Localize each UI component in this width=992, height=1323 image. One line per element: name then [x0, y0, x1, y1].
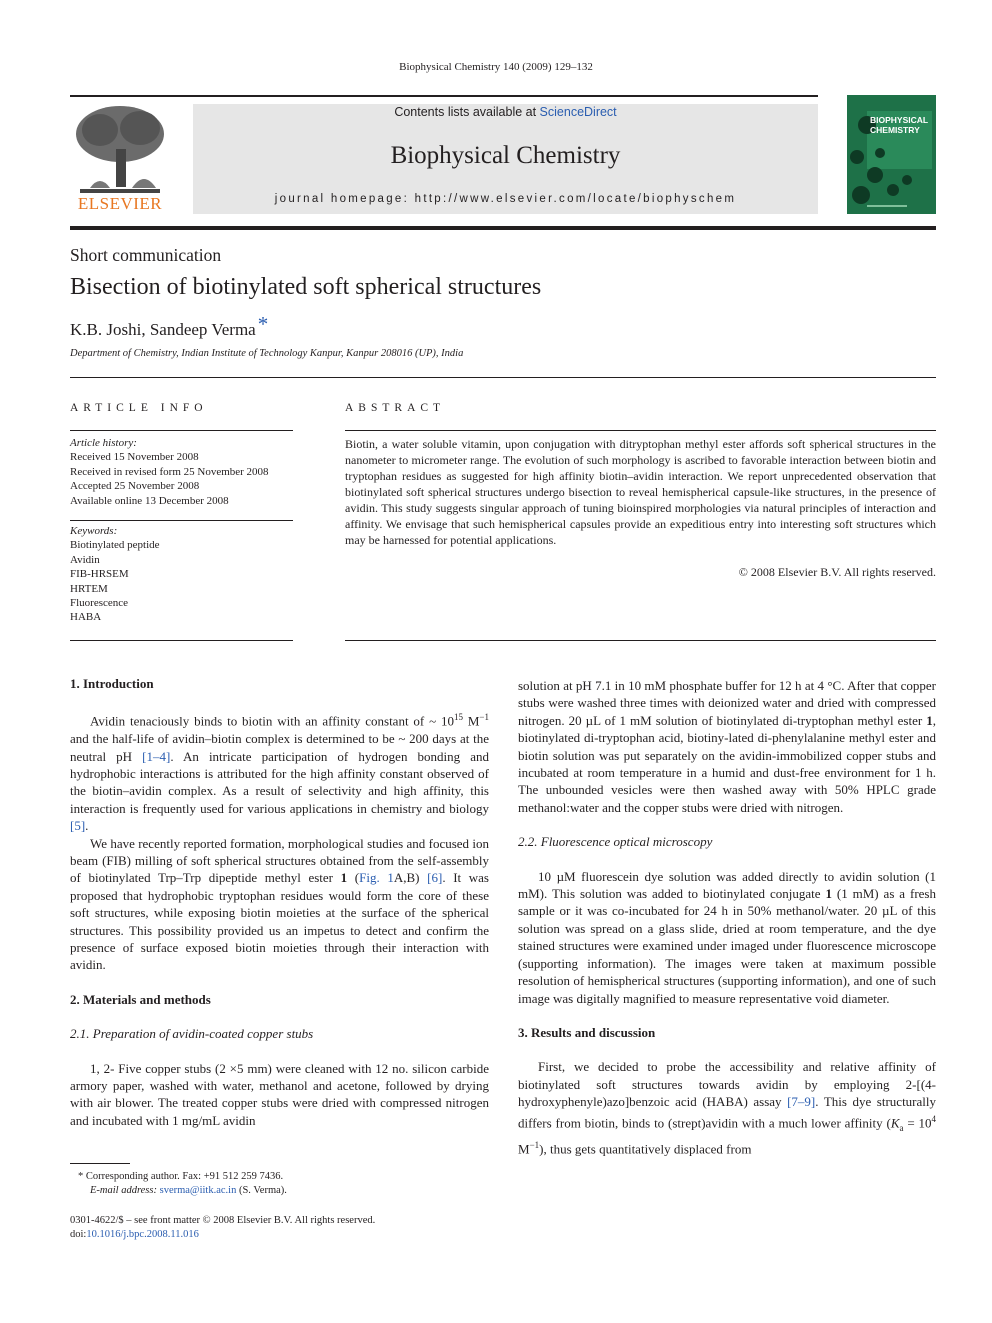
citation-link[interactable]: [5]	[70, 818, 86, 834]
left-column	[70, 675, 489, 1129]
subsection-heading: 2.1. Preparation of avidin-coated copper stubs	[70, 1026, 314, 1042]
email-link[interactable]: sverma@iitk.ac.in	[159, 1185, 237, 1197]
footnote-mark: *	[78, 1171, 84, 1182]
divider	[70, 520, 293, 521]
figure-link[interactable]: Fig. 1	[359, 870, 394, 886]
footnote: * Corresponding author. Fax: +91 512 259 7436. E-mail address: sverma@iitk.ac.in (S. Verma).	[78, 1171, 287, 1197]
section-heading-results: 3. Results and discussion	[518, 1024, 656, 1040]
doi-label: doi:	[70, 1229, 87, 1241]
divider	[345, 640, 936, 641]
publisher-logo[interactable]	[70, 104, 170, 214]
paragraph-methods-2: 10 µM fluorescein dye solution was added directly to avidin solution (1 mM). This solution was added to biotinylated conjugate 1 (1 mM) as a fresh sample or it was co-incubated for 24 h in 50% methanol/water. 20 µL of this solution was spread on a glass slide, dried at room temperature, and the dye stained structures were examined under imaged under fluorescence microscope (supporting information). The images were taken at maximum possible resolution of hemispherical structures (supporting information), and one of such image was digitally magnified to measure representative void diameter.	[518, 868, 936, 1006]
sciencedirect-link[interactable]: ScienceDirect	[539, 105, 617, 119]
contents-prefix: Contents lists available at	[394, 105, 540, 119]
history-item: Received 15 November 2008	[70, 451, 199, 464]
history-item: Available online 13 December 2008	[70, 494, 229, 507]
section-heading-introduction: 1. Introduction	[70, 676, 154, 691]
journal-name: Biophysical Chemistry	[390, 142, 621, 169]
front-matter-note: 0301-4622/$ – see front matter © 2008 Elsevier B.V. All rights reserved.	[70, 1215, 376, 1226]
divider	[70, 640, 293, 641]
paragraph-methods-1: 1, 2- Five copper stubs (2 ×5 mm) were cleaned with 12 no. silicon carbide armory paper, washed with water, methanol and acetone, followed by drying with air blower. The treated copper stubs were dried with compressed nitrogen and incubated with 1 mg/mL avidin	[70, 1060, 489, 1128]
footnote-rule	[70, 1163, 130, 1164]
history-item: Received in revised form 25 November 2008	[70, 465, 269, 478]
header-top-rule	[70, 95, 818, 97]
author-list	[70, 312, 269, 341]
journal-cover-thumbnail[interactable]	[847, 95, 936, 214]
right-column	[518, 677, 936, 1158]
citation-link[interactable]: [1–4]	[142, 748, 171, 764]
homepage-prefix: journal homepage:	[274, 193, 415, 205]
paragraph-methods-1-continued: solution at pH 7.1 in 10 mM phosphate buffer for 12 h at 4 °C. After that copper stubs were washed three times with deionized water and dried with compressed nitrogen. 20 µL of 1 mM solution of biotinylated di-tryptophan methyl ester 1, biotinylated di-tryptophan acid, biotiny-lated di-phenylalanine methyl ester and biotin solution was put separately on the avidin-immobilized copper stubs and incubated at room temperature in a humid and dust-free environment for 1 h. The unbounded vesicles were then washed away with 50% HPLC grade methanol:water and the copper stubs were dried with nitrogen.	[518, 678, 936, 815]
keywords-list	[70, 524, 300, 625]
email-label: E-mail address:	[90, 1185, 160, 1197]
subsection-heading: 2.2. Fluorescence optical microscopy	[518, 834, 713, 850]
section-heading-methods: 2. Materials and methods	[70, 991, 211, 1007]
citation-link[interactable]: [6]	[427, 870, 443, 886]
article-title: Bisection of biotinylated soft spherical structures	[70, 274, 542, 300]
contents-line	[193, 105, 818, 119]
keyword-item: Avidin	[70, 553, 100, 566]
history-label: Article history:	[70, 437, 137, 449]
keyword-item: Biotinylated peptide	[70, 539, 160, 552]
corresponding-author-link[interactable]: *	[257, 312, 269, 336]
keyword-item: HABA	[70, 611, 102, 624]
keywords-label: Keywords:	[70, 525, 118, 537]
history-item: Accepted 25 November 2008	[70, 480, 200, 493]
publisher-wordmark: ELSEVIER	[77, 194, 163, 213]
authors-text: K.B. Joshi, Sandeep Verma	[70, 320, 256, 339]
keyword-item: FIB-HRSEM	[70, 568, 129, 581]
abstract-copyright: © 2008 Elsevier B.V. All rights reserved.	[738, 565, 936, 579]
doi-link[interactable]: 10.1016/j.bpc.2008.11.016	[86, 1229, 199, 1241]
footnote-corresponding: Corresponding author. Fax: +91 512 259 7436.	[83, 1171, 284, 1182]
affiliation: Department of Chemistry, Indian Institute of Technology Kanpur, Kanpur 208016 (UP), India	[70, 348, 464, 359]
divider	[70, 377, 936, 378]
citation-link[interactable]: [7–9]	[787, 1094, 816, 1110]
homepage-url-link[interactable]: http://www.elsevier.com/locate/biophyschem	[414, 193, 737, 205]
paragraph-results-1: First, we decided to probe the accessibility and relative affinity of biotinylated soft structures towards avidin by employing 2-[(4-hydroxyphenyle)azo]benzoic acid (HABA) assay [7–9]. This dye structurally differs from biotin, binds to (strept)avidin with a much lower affinity ($K_a = 10^4$ $M^{-1}$), thus gets quantitatively displaced from	[518, 1059, 937, 1157]
abstract-text: Biotin, a water soluble vitamin, upon conjugation with ditryptophan methyl ester affords soft spherical structures in the nanometer to micrometer range. The evolution of such morphology is ascribed to favorable interaction between biotin and tryptophan residues as suggested for high affinity biotin–avidin interaction. We report unprecedented observation that biotinylated soft spherical structures undergo bisection to reveal hemispherical capsule-like structures, in the presence of avidin. This study suggests singular approach of tuning bioinspired morphologies via natural principles of interaction and affinity. We envisage that such hemispherical capsules provide an expeditious entry into interesting soft structures which may be harnessed for potential applications.	[345, 437, 936, 547]
article-info-heading: ARTICLE INFO	[70, 402, 208, 414]
cover-art-icon	[847, 95, 936, 214]
divider	[70, 430, 293, 431]
paragraph-intro-2: We have recently reported formation, morphological studies and focused ion beam (FIB) milling of soft spherical structures obtained from the self-assembly of biotinylated Trp–Trp dipeptide methyl ester 1 (Fig. 1A,B) [6]. It was proposed that hydrophobic tryptophan residues would form the core of these soft structures, while exposing biotin moieties at the surface of the spherical structures. This possibility provided us an impetus to detect and confirm the presence of surface exposed biotin moieties through their interaction with avidin.	[70, 835, 489, 973]
journal-homepage	[193, 193, 818, 205]
keyword-item: Fluorescence	[70, 597, 129, 610]
cover-title-line2: CHEMISTRY	[870, 125, 920, 135]
abstract-heading: ABSTRACT	[345, 402, 446, 414]
paragraph-intro-1: Avidin tenaciously binds to biotin with an affinity constant of ~ $10^{15}$ $M^{-1}$ and the half-life of avidin–biotin complex is determined to be ~ 200 days at the neutral pH [1–4]. An intricate participation of hydrogen bonding and hydrophobic interactions is attributed for the high affinity constant observed of the biotin–avidin complex. As a result of selectivity and high affinity, this interaction is frequently used for various applications in chemistry and biology [5].	[70, 712, 490, 834]
keyword-item: HRTEM	[70, 582, 108, 595]
cover-title-line1: BIOPHYSICAL	[870, 115, 929, 125]
article-history	[70, 436, 300, 508]
tree-icon	[70, 104, 170, 194]
header-thick-rule	[70, 226, 936, 230]
issn-line	[70, 1214, 490, 1243]
article-type: Short communication	[70, 245, 222, 265]
running-head: Biophysical Chemistry 140 (2009) 129–132	[399, 61, 593, 73]
divider	[345, 430, 936, 431]
